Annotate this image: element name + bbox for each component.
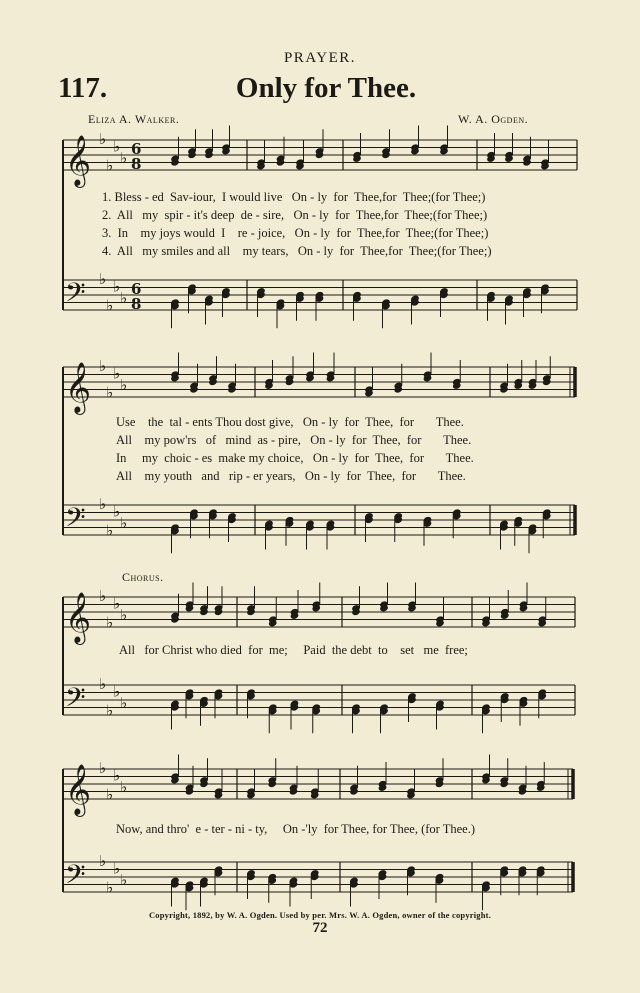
flat-sign-icon: ♭ (106, 613, 114, 632)
flat-sign-icon: ♭ (99, 675, 107, 693)
treble-clef-icon: 𝄞 (65, 135, 92, 186)
bass-clef-icon: 𝄢 (65, 276, 86, 315)
flat-sign-icon: ♭ (106, 785, 114, 804)
flat-sign-icon: ♭ (113, 277, 121, 296)
flat-sign-icon: ♭ (113, 766, 121, 785)
bass-clef-icon: 𝄢 (65, 858, 86, 897)
verse-4-lyric-line-2: All my youth and rip - er years, On - ly for Thee, for Thee. (116, 469, 466, 483)
flat-sign-icon: ♭ (120, 605, 128, 624)
flat-sign-icon: ♭ (106, 156, 114, 175)
flat-sign-icon: ♭ (99, 852, 107, 870)
flat-sign-icon: ♭ (99, 130, 107, 148)
flat-sign-icon: ♭ (99, 357, 107, 375)
time-signature-bottom: 8 (131, 155, 142, 173)
time-signature-bottom: 8 (131, 295, 142, 313)
flat-sign-icon: ♭ (120, 375, 128, 394)
flat-sign-icon: ♭ (120, 693, 128, 712)
verse-2-lyric-line-2: All my pow'rs of mind as - pire, On - ly for Thee, for Thee. (116, 433, 472, 447)
chorus-lyric-line-1: All for Christ who died for me; Paid the debt to set me free; (119, 643, 468, 657)
hymn-number: 117. (58, 72, 108, 104)
chorus-lyric-line-2: Now, and thro' e - ter - ni - ty, On -'ly for Thee, for Thee, (for Thee.) (116, 822, 476, 836)
verse-3-lyric-line: 3. In my joys would I re - joice, On - ly for Thee,for Thee;(for Thee;) (102, 226, 489, 240)
composer-credit: W. A. Ogden. (458, 112, 529, 126)
flat-sign-icon: ♭ (99, 270, 107, 288)
flat-sign-icon: ♭ (120, 513, 128, 532)
flat-sign-icon: ♭ (106, 383, 114, 402)
verse-1-lyric-line-2: Use the tal - ents Thou dost give, On - ly for Thee, for Thee. (116, 415, 464, 429)
treble-clef-icon: 𝄞 (65, 764, 92, 815)
flat-sign-icon: ♭ (113, 859, 121, 878)
flat-sign-icon: ♭ (120, 148, 128, 167)
time-signature-top: 6 (131, 280, 142, 298)
chorus-label: Chorus. (122, 570, 164, 584)
flat-sign-icon: ♭ (99, 759, 107, 777)
verse-4-lyric-line: 4. All my smiles and all my tears, On - ly for Thee,for Thee;(for Thee;) (102, 244, 492, 258)
flat-sign-icon: ♭ (106, 296, 114, 315)
flat-sign-icon: ♭ (106, 701, 114, 720)
time-signature-top: 6 (131, 140, 142, 158)
treble-clef-icon: 𝄞 (65, 362, 92, 413)
verse-3-lyric-line-2: In my choic - es make my choice, On - ly for Thee, for Thee. (116, 451, 474, 465)
flat-sign-icon: ♭ (120, 777, 128, 796)
hymn-title: Only for Thee. (235, 72, 417, 104)
flat-sign-icon: ♭ (120, 288, 128, 307)
flat-sign-icon: ♭ (120, 870, 128, 889)
section-title: PRAYER. (283, 50, 357, 66)
verse-2-lyric-line: 2. All my spir - it's deep de - sire, On - ly for Thee,for Thee;(for Thee;) (102, 208, 488, 222)
bass-clef-icon: 𝄢 (65, 681, 86, 720)
flat-sign-icon: ♭ (113, 137, 121, 156)
lyricist-credit: Eliza A. Walker. (88, 112, 180, 126)
flat-sign-icon: ♭ (113, 594, 121, 613)
copyright-notice: Copyright, 1892, by W. A. Ogden. Used by per. Mrs. W. A. Ogden, owner of the copyright. (148, 910, 492, 920)
flat-sign-icon: ♭ (99, 587, 107, 605)
flat-sign-icon: ♭ (106, 878, 114, 897)
flat-sign-icon: ♭ (113, 682, 121, 701)
flat-sign-icon: ♭ (113, 502, 121, 521)
flat-sign-icon: ♭ (99, 495, 107, 513)
treble-clef-icon: 𝄞 (65, 592, 92, 643)
flat-sign-icon: ♭ (113, 364, 121, 383)
page-number: 72 (312, 920, 328, 936)
bass-clef-icon: 𝄢 (65, 501, 86, 540)
verse-1-lyric-line: 1. Bless - ed Sav-iour, I would live On - ly for Thee,for Thee;(for Thee;) (102, 190, 486, 204)
flat-sign-icon: ♭ (106, 521, 114, 540)
